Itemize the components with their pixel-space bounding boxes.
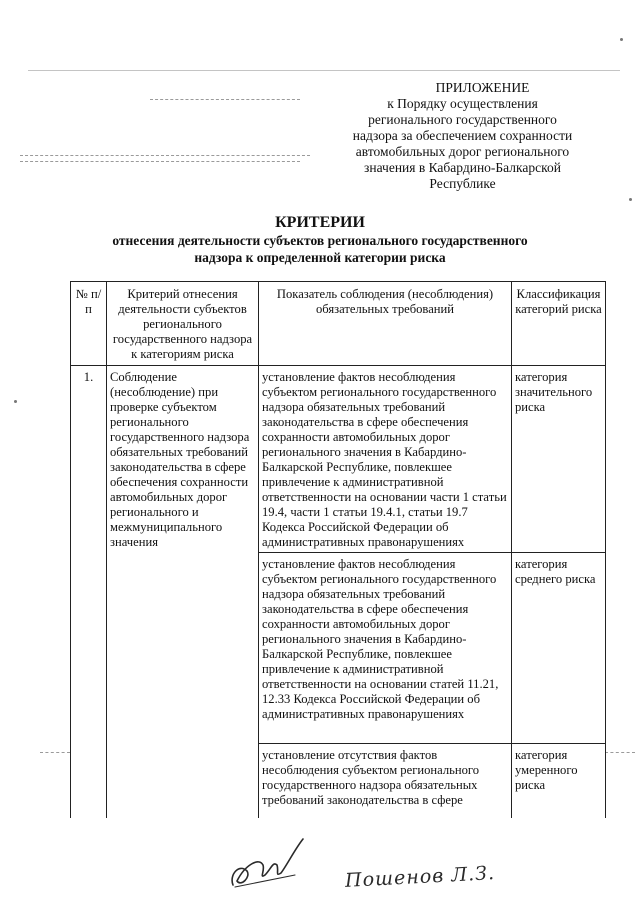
appendix-line: Республике [429, 176, 496, 191]
criteria-table [70, 281, 606, 818]
scan-line [40, 752, 70, 753]
scan-line [20, 155, 310, 156]
category-cell: категория умеренного риска [512, 744, 606, 819]
appendix-line: автомобильных дорог регионального [355, 144, 570, 159]
title-main: КРИТЕРИИ [275, 214, 365, 231]
scan-line [28, 70, 620, 71]
scan-speck [620, 38, 623, 41]
appendix-heading: ПРИЛОЖЕНИЕ [435, 80, 530, 95]
indicator-cell: установление фактов несоблюдения субъектом регионального государственного надзора обязательных требований законодательства в сфере обеспечения сохранности автомобильных дорог регионального значения в Кабардино-Балкарской Республике, повлекшее привлечение к административной ответственности на основании части 1 статьи 19.4, части 1 статьи 19.4.1, статьи 19.7 Кодекса Российской Федерации об административных правонарушениях [259, 366, 512, 553]
header-indicator: Показатель соблюдения (несоблюдения) обязательных требований [259, 282, 512, 366]
appendix-line: к Порядку осуществления [387, 96, 538, 111]
title-subtitle-line: надзора к определенной категории риска [194, 250, 446, 265]
header-classification: Классификация категорий риска [512, 282, 606, 366]
document-title [0, 214, 640, 266]
scan-line [605, 752, 635, 753]
signature-initials [225, 835, 310, 895]
appendix-line: регионального государственного [368, 112, 557, 127]
signature-name: Пошенов Л.З. [344, 862, 496, 892]
scan-line [20, 161, 300, 162]
category-cell: категория среднего риска [512, 553, 606, 744]
row-number: 1. [71, 366, 107, 819]
appendix-line: значения в Кабардино-Балкарской [364, 160, 561, 175]
table-header-row [71, 282, 606, 366]
title-subtitle-line: отнесения деятельности субъектов регионального государственного [112, 233, 528, 248]
category-cell: категория значительного риска [512, 366, 606, 553]
indicator-cell: установление фактов несоблюдения субъектом регионального государственного надзора обязательных требований законодательства в сфере обеспечения сохранности автомобильных дорог регионального значения в Кабардино-Балкарской Республике, повлекшее привлечение к административной ответственности на основании статей 11.21, 12.33 Кодекса Российской Федерации об административных правонарушениях [259, 553, 512, 744]
criterion-cell: Соблюдение (несоблюдение) при проверке субъектом регионального государственного надзора обязательных требований законодательства в сфере обеспечения сохранности автомобильных дорог регионального и межмуниципального значения [107, 366, 259, 819]
header-num: № п/п [71, 282, 107, 366]
scan-line [150, 99, 300, 100]
scan-speck [14, 400, 17, 403]
indicator-cell: установление отсутствия фактов несоблюдения субъектом регионального государственного надзора обязательных требований законодательства в сфере [259, 744, 512, 819]
table-row [71, 366, 606, 553]
scan-speck [629, 198, 632, 201]
header-criterion: Критерий отнесения деятельности субъектов регионального государственного надзора к категориям риска [107, 282, 259, 366]
appendix-block [300, 80, 625, 192]
appendix-line: надзора за обеспечением сохранности [352, 128, 573, 143]
